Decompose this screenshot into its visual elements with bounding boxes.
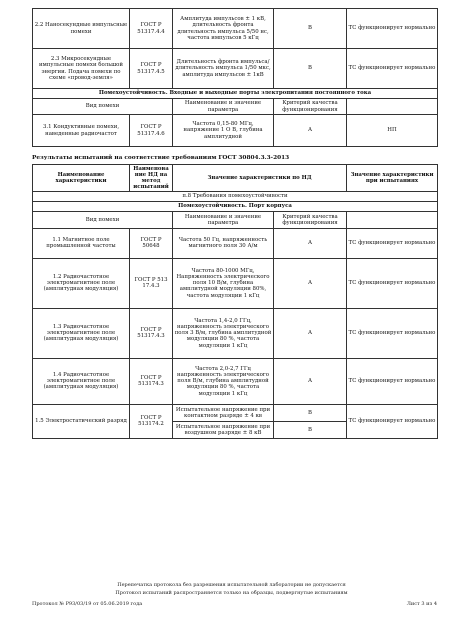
cell-name: 1.4 Радиочастотное электромагнитное поле (амплитудная модуляция)	[33, 358, 130, 404]
cell-criterion: В	[274, 421, 347, 438]
cell-standard: ГОСТ Р 513174.3	[130, 358, 173, 404]
sub-header-param: Наименование и значение параметра	[173, 211, 274, 228]
cell-parameter: Испытательное напряжение при контактном разряде ± 4 кв	[173, 404, 274, 421]
cell-criterion: А	[274, 358, 347, 404]
protocol-number: Протокол № Р93/03/19 от 05.06.2019 года	[32, 601, 143, 607]
cell-standard: ГОСТ Р 50648	[130, 228, 173, 258]
section-header-row	[33, 89, 438, 99]
table-row	[33, 358, 438, 404]
cell-result: ТС функционирует нормально	[347, 358, 438, 404]
cell-parameter: Частота 0,15-80 МГц, напряжение 1 О В, глубина амплитудной	[173, 115, 274, 147]
section-header-row	[33, 201, 438, 211]
cell-parameter: Испытательное напряжение при воздушном разряде ± 8 кВ	[173, 421, 274, 438]
sub-header-criterion: Критерий качества функционирования	[274, 211, 347, 228]
cell-criterion: В	[274, 49, 347, 89]
footer-line	[32, 601, 437, 607]
cell-name: 1.2 Радиочастотное электромагнитное поле (амплитудная модуляция)	[33, 258, 130, 308]
cell-criterion: В	[274, 9, 347, 49]
cell-name: 1.3 Радиочастотное электромагнитное поле (амплитудная модуляция)	[33, 308, 130, 358]
cell-standard: ГОСТ Р 51317.4.5	[130, 49, 173, 89]
section-header: Помехоустойчивость. Входные и выходные порты электропитания постоянного тока	[33, 89, 438, 99]
header-nd: Наименование НД на метод испытаний	[130, 165, 173, 192]
sub-header-type: Вид помехи	[33, 99, 173, 115]
sub-header-criterion: Критерий качества функционирования	[274, 99, 347, 115]
table-row	[33, 308, 438, 358]
cell-standard: ГОСТ Р 513 17.4.3	[130, 258, 173, 308]
cell-result: ТС функционирует нормально	[347, 228, 438, 258]
results-table-top	[32, 8, 438, 147]
table-row	[33, 228, 438, 258]
footer-note-scope: Протокол испытаний распространяется только на образцы, подвергнутые испытаниям	[115, 590, 348, 596]
sub-header-empty	[347, 99, 438, 115]
table-row	[33, 49, 438, 89]
cell-result: ТС функционирует нормально	[347, 49, 438, 89]
cell-criterion: А	[274, 115, 347, 147]
header-value: Значение характеристики по НД	[173, 165, 347, 192]
cell-name: 3.1 Кондуктивные помехи, наведенные радиочастот	[33, 115, 130, 147]
results-table-main	[32, 164, 438, 439]
header-name: Наименование характеристики	[33, 165, 130, 192]
table-row	[33, 404, 438, 421]
cell-criterion: А	[274, 258, 347, 308]
cell-parameter: Частота 80-1000 МГц, Напряженность электрического поля 10 В/м, глубина амплитудной модуляции 80%, частота модуляции 1 кГц	[173, 258, 274, 308]
cell-standard: ГОСТ Р 513174.2	[130, 404, 173, 438]
cell-parameter: Частота 50 Гц, напряженность магнитного поля 30 А/м	[173, 228, 274, 258]
section-title: Результаты испытаний на соответствие требованиям ГОСТ 30804.3.3-2013	[32, 155, 290, 161]
cell-parameter: Длительность фронта импульса/длительность импульса 1/50 мкс, амплитуда импульсов ± 1кВ	[173, 49, 274, 89]
cell-standard: ГОСТ Р 51317.4.6	[130, 115, 173, 147]
table-header-row	[33, 165, 438, 192]
footer-note-reprint: Перепечатка протокола без разрешения испытательной лаборатории не допускается	[117, 582, 346, 588]
cell-parameter: Амплитуда импульсов ± 1 кВ, длительность фронта длительность импульса 5/50 нс, частота импульсов 5 кГц	[173, 9, 274, 49]
requirements-title: п.8 Требования помехоустойчивости	[33, 191, 438, 201]
sub-header-param: Наименование и значение параметра	[173, 99, 274, 115]
cell-result: ТС функционирует нормально	[347, 404, 438, 438]
cell-criterion: А	[274, 308, 347, 358]
cell-name: 2.3 Микросекундные импульсные помехи большой энергии. Подача помехи по схеме «провод-земля»	[33, 49, 130, 89]
cell-result: НП	[347, 115, 438, 147]
cell-result: ТС функционирует нормально	[347, 258, 438, 308]
cell-standard: ГОСТ Р 51317.4.3	[130, 308, 173, 358]
requirements-row	[33, 191, 438, 201]
sub-header-type: Вид помехи	[33, 211, 173, 228]
header-result: Значение характеристики при испытаниях	[347, 165, 438, 192]
cell-standard: ГОСТ Р 51317.4.4	[130, 9, 173, 49]
cell-parameter: Частота 2,0-2,7 ГГц напряженность электрического поля В/м, глубина амплитудной модуляции 80 %, частота модуляции 1 кГц	[173, 358, 274, 404]
table-row	[33, 258, 438, 308]
page-number: Лист 3 из 4	[406, 601, 437, 607]
cell-name: 1.5 Электростатический разряд	[33, 404, 130, 438]
cell-criterion: В	[274, 404, 347, 421]
cell-result: ТС функционирует нормально	[347, 308, 438, 358]
table-row	[33, 115, 438, 147]
table-row	[33, 9, 438, 49]
sub-header-row	[33, 211, 438, 228]
section-header: Помехоустойчивость. Порт корпуса	[33, 201, 438, 211]
cell-parameter: Частота 1,4-2,0 ГГц, напряженность электрического поля 3 В/м, глубина амплитудной модуляции 80 %, частота модуляции 1 кГц	[173, 308, 274, 358]
cell-name: 2.2 Наносекундные импульсные помехи	[33, 9, 130, 49]
sub-header-empty	[347, 211, 438, 228]
sub-header-row	[33, 99, 438, 115]
cell-result: ТС функционирует нормально	[347, 9, 438, 49]
cell-name: 1.1 Магнитное поле промышленной частоты	[33, 228, 130, 258]
cell-criterion: А	[274, 228, 347, 258]
